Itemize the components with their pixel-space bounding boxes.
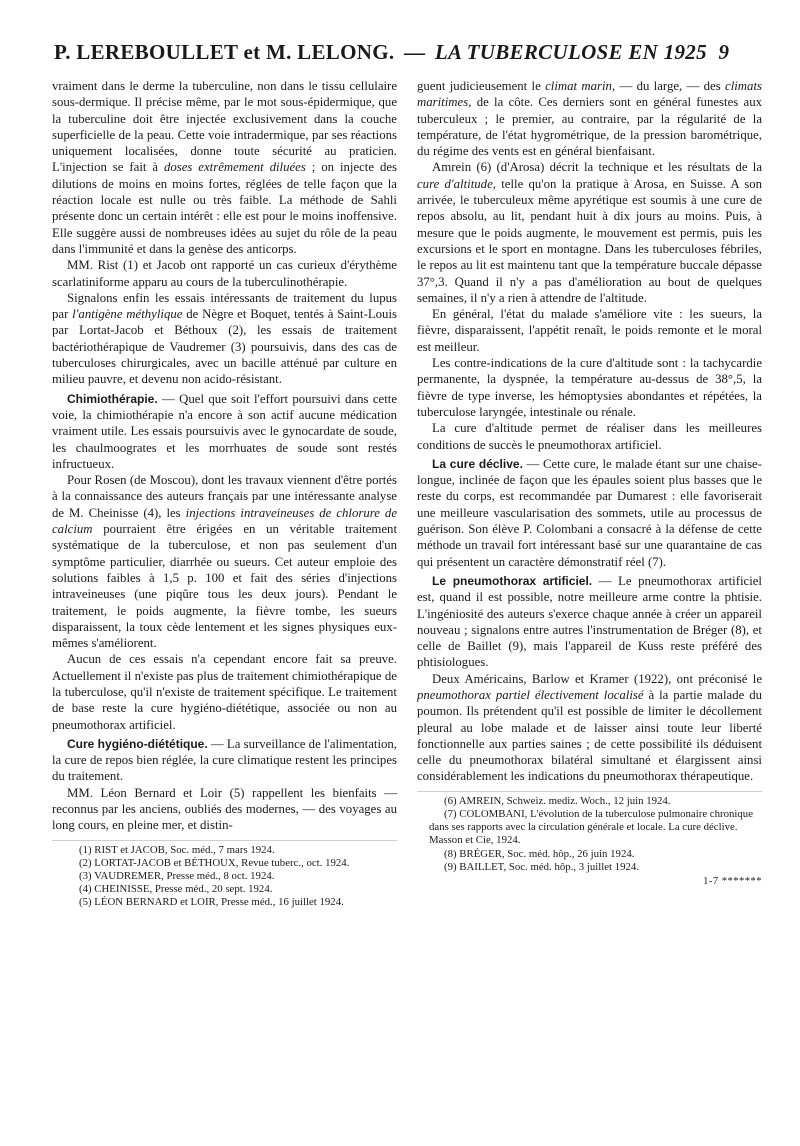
- page-number: 9: [718, 40, 730, 64]
- header-separator: —: [403, 40, 426, 64]
- section-cure-declive: La cure déclive. — Cette cure, le malade étant sur une chaise-longue, inclinée de façon que les épaules soient plus basses que le reste du corps, est recommandée par Dumarest : elle favoriserait une meilleure vascularisation des sommets, utile au processus de guérison. Son élève P. Colombani a consacré à la défense de cette méthode un travail fort intéressant basé sur une quarantaine de cas qui présentent un caractère démonstratif réel (7).: [417, 456, 762, 569]
- paragraph: Amrein (6) (d'Arosa) décrit la technique et les résultats de la cure d'altitude, telle qu'on la pratique à Arosa, en Suisse. A son arrivée, le tuberculeux même apyrétique est soumis à une cure de repos absolu, au lit, pendant huit à dix jours au moins. Puis, à mesure que le poids augmente, le mouvement est permis, puis les excursions et le sport en montagne. Dans les tuberculoses fébriles, le repos au lit est maintenu tant que la température buccale dépasse 37°,3. Quand il n'y a pas d'amélioration au bout de quelques semaines, il n'y a rien à attendre de l'altitude.: [417, 160, 762, 305]
- left-column: [52, 78, 397, 910]
- footnote: (9) BAILLET, Soc. méd. hôp., 3 juillet 1924.: [444, 860, 640, 873]
- footnote: (5) LÉON BERNARD et LOIR, Presse méd., 16 juillet 1924.: [79, 896, 344, 909]
- footnote: (3) VAUDREMER, Presse méd., 8 oct. 1924.: [79, 870, 275, 883]
- paragraph: vraiment dans le derme la tuberculine, non dans le tissu cellulaire sous-dermique. Il précise même, par le mot sous-épidermique, que la tuberculine doit être injectée exclusivement dans la couche superficielle de la peau. Cette voie intradermique, par ses réactions uniquement localisées, donne toute sécurité au praticien. L'injection se fait à doses extrêmement diluées ; on injecte des dilutions de moins en moins fortes, réglées de telle façon que la réaction locale est nulle ou très faible. La méthode de Sahli présente donc un certain intérêt : elle est pour le moins inoffensive. Elle suggère aussi de nombreuses idées au sujet du rôle de la peau dans l'immunité et dans la genèse des anticorps.: [52, 79, 398, 256]
- header-title: LA TUBERCULOSE EN 1925: [434, 40, 707, 64]
- paragraph: Les contre-indications de la cure d'altitude sont : la tachycardie permanente, la dyspnée, la température au-dessus de 38°,5, la fièvre de type inverse, les hémoptysies abondantes et répétées, la tuberculose laryngée, intestinale ou rénale.: [417, 356, 762, 419]
- footnote: (4) CHEINISSE, Presse méd., 20 sept. 1924.: [79, 883, 273, 896]
- paragraph: Signalons enfin les essais intéressants de traitement du lupus par l'antigène méthylique de Nègre et Boquet, tentés à Saint-Louis par Lortat-Jacob et Béthoux (2), les essais de traitement bactériothérapique de Vaudremer (3) poursuivis, dans des cas de tuberculoses chirurgicales, avec un bacille atténué par culture en milieu pauvre, et devenu non acido-résistant.: [52, 290, 397, 387]
- paragraph: Aucun de ces essais n'a cependant encore fait sa preuve. Actuellement il n'existe pas plus de traitement chimiothérapique de la tuberculose, qu'il n'existe de traitement spécifique. Le traitement de base reste la cure hygiéno-diététique, associée ou non au pneumothorax artificiel.: [52, 652, 397, 732]
- footnotes-right: [417, 791, 762, 874]
- footnote: (6) AMREIN, Schweiz. mediz. Woch., 12 juin 1924.: [444, 794, 671, 807]
- section-heading: La cure déclive.: [432, 456, 523, 471]
- right-column: [417, 78, 762, 890]
- section-pneumothorax: Le pneumothorax artificiel. — Le pneumothorax artificiel est, quand il est possible, notre meilleure arme contre la phtisie. L'ingéniosité des auteurs s'exerce chaque année à créer un appareil nouveau ; signalons entre autres l'instrumentation de Bréger (8), et celle de Baillet (9), mais l'appareil de Kuss reste préféré des phtisiologues.: [417, 573, 762, 670]
- paragraph: La cure d'altitude permet de réaliser dans les meilleures conditions de succès le pneumothorax artificiel.: [417, 421, 762, 452]
- section-heading: Le pneumothorax artificiel.: [432, 573, 593, 588]
- printer-signature: 1-7 *******: [703, 875, 762, 887]
- header-authors: P. LEREBOULLET et M. LELONG.: [54, 40, 395, 64]
- running-header: [54, 40, 766, 65]
- section-chimiotherapie: Chimiothérapie. — Quel que soit l'effort poursuivi dans cette voie, la chimiothérapie n'a encore à son actif aucune médication vraiment utile. Les essais poursuivis avec le gynocardate de soude, les chaulmoogrates et les morrhuates de soude sont restés infructueux.: [52, 391, 397, 471]
- section-heading: Chimiothérapie.: [67, 391, 158, 406]
- paragraph: MM. Rist (1) et Jacob ont rapporté un cas curieux d'érythème scarlatiniforme apparu au cours de la tuberculinothérapie.: [52, 258, 397, 289]
- footnote: (8) BRÉGER, Soc. méd. hôp., 26 juin 1924.: [444, 847, 635, 860]
- section-heading: Cure hygiéno-diététique.: [67, 736, 208, 751]
- paragraph: MM. Léon Bernard et Loir (5) rappellent les bienfaits — reconnus par les anciens, oubliés des modernes, — des voyages au long cours, en pleine mer, et distin-: [52, 785, 397, 833]
- paragraph: guent judicieusement le climat marin, — du large, — des climats maritimes, de la côte. Ces derniers sont en général funestes aux tuberculeux ; le premier, au contraire, par la régularité de la température, de l'état hygrométrique, de la pression barométrique, du régime des vents est en général bienfaisant.: [417, 79, 762, 159]
- footnotes-left: [52, 840, 397, 910]
- footnote: (1) RIST et JACOB, Soc. méd., 7 mars 1924.: [79, 843, 275, 856]
- paragraph: Pour Rosen (de Moscou), dont les travaux viennent d'être portés à la connaissance des auteurs français par une intéressante analyse de M. Cheinisse (4), les injections intraveineuses de chlorure de calcium pourraient être érigées en un véritable traitement systématique de la tuberculose, et non pas seulement d'un symptôme particulier, diarrhée ou sueurs. Cet auteur emploie des solutions faibles à 1,5 p. 100 et fait des séries d'injections intraveineuses (une piqûre tous les deux jours). Pendant le traitement, le poids augmente, la fièvre tombe, les sueurs disparaissent, la toux cède lentement et les signes physiques eux-mêmes s'améliorent.: [52, 473, 397, 651]
- footnote: (2) LORTAT-JACOB et BÉTHOUX, Revue tuberc., oct. 1924.: [79, 856, 350, 869]
- paragraph: En général, l'état du malade s'améliore vite : les sueurs, la fièvre, disparaissent, l'appétit renaît, le poids remonte et le moral est meilleur.: [417, 307, 762, 354]
- section-cure-hygieno-dietetique: Cure hygiéno-diététique. — La surveillance de l'alimentation, la cure de repos bien réglée, la cure climatique restent les principes du traitement.: [52, 736, 397, 784]
- paragraph: Deux Américains, Barlow et Kramer (1922), ont préconisé le pneumothorax partiel électivement localisé à la partie malade du poumon. Ils prétendent qu'il est possible de limiter le décollement pleural au lobe malade et de laisser ainsi toute leur liberté fonctionnelle aux parties saines ; de cette possibilité ils déduisent celle du pneumothorax bilatéral simultané et élargissent ainsi considérablement les indications du pneumothorax thérapeutique.: [417, 671, 763, 784]
- footnote: (7) COLOMBANI, L'évolution de la tuberculose pulmonaire chronique dans ses rapports avec la circulation générale et locale. La cure déclive. Masson et Cie, 1924.: [429, 807, 753, 847]
